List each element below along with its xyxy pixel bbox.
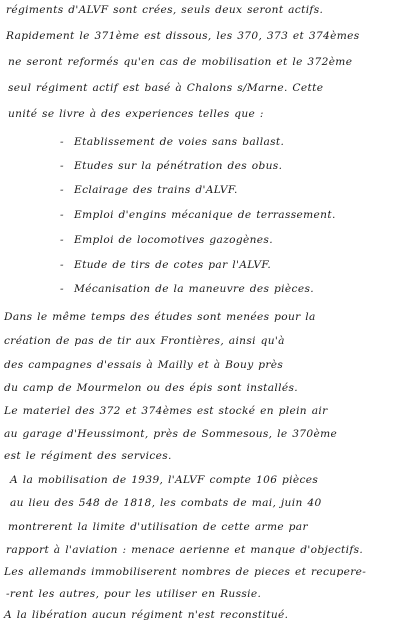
text-line: -rent les autres, pour les utiliser en Russie.	[6, 588, 262, 600]
text-line: Rapidement le 371ème est dissous, les 370, 373 et 374èmes	[6, 30, 360, 42]
bullet-text: Emploi de locomotives gazogènes.	[74, 234, 273, 246]
bullet-text: Mécanisation de la maneuvre des pièces.	[74, 283, 314, 295]
bullet-item	[60, 234, 273, 247]
bullet-dash: -	[60, 234, 64, 246]
text-line: ne seront reformés qu'en cas de mobilisation et le 372ème	[8, 56, 353, 68]
text-line: A la mobilisation de 1939, l'ALVF compte 106 pièces	[10, 474, 319, 486]
text-line: Le materiel des 372 et 374èmes est stocké en plein air	[4, 405, 328, 417]
bullet-item	[60, 259, 271, 272]
bullet-item	[60, 283, 314, 296]
text-line: montrerent la limite d'utilisation de cette arme par	[8, 521, 308, 533]
text-line: création de pas de tir aux Frontières, ainsi qu'à	[4, 335, 285, 347]
bullet-item	[60, 209, 336, 222]
text-line: au garage d'Heussimont, près de Sommesous, le 370ème	[4, 428, 338, 440]
bullet-text: Etablissement de voies sans ballast.	[74, 136, 285, 148]
bullet-dash: -	[60, 184, 64, 196]
bullet-item	[60, 136, 284, 149]
bullet-text: Etudes sur la pénétration des obus.	[74, 160, 283, 172]
text-line: est le régiment des services.	[4, 450, 172, 462]
text-line: rapport à l'aviation : menace aerienne et manque d'objectifs.	[6, 544, 364, 556]
bullet-item	[60, 184, 238, 197]
bullet-dash: -	[60, 209, 64, 221]
bullet-item	[60, 160, 282, 173]
text-line: Les allemands immobiliserent nombres de pieces et recupere-	[4, 566, 367, 578]
text-line: A la libération aucun régiment n'est reconstitué.	[4, 609, 289, 621]
bullet-text: Emploi d'engins mécanique de terrassement.	[74, 209, 336, 221]
text-line: Dans le même temps des études sont menées pour la	[4, 311, 316, 323]
text-line: au lieu des 548 de 1818, les combats de mai, juin 40	[10, 497, 322, 509]
text-line: unité se livre à des experiences telles que :	[8, 108, 264, 120]
bullet-dash: -	[60, 136, 64, 148]
bullet-dash: -	[60, 283, 64, 295]
text-line: seul régiment actif est basé à Chalons s/Marne. Cette	[8, 82, 324, 94]
text-line: des campagnes d'essais à Mailly et à Bouy près	[4, 359, 284, 371]
bullet-text: Eclairage des trains d'ALVF.	[74, 184, 238, 196]
text-line: régiments d'ALVF sont crées, seuls deux seront actifs.	[6, 4, 324, 16]
bullet-dash: -	[60, 160, 64, 172]
text-line: du camp de Mourmelon ou des épis sont installés.	[4, 382, 299, 394]
bullet-dash: -	[60, 259, 64, 271]
bullet-text: Etude de tirs de cotes par l'ALVF.	[74, 259, 272, 271]
